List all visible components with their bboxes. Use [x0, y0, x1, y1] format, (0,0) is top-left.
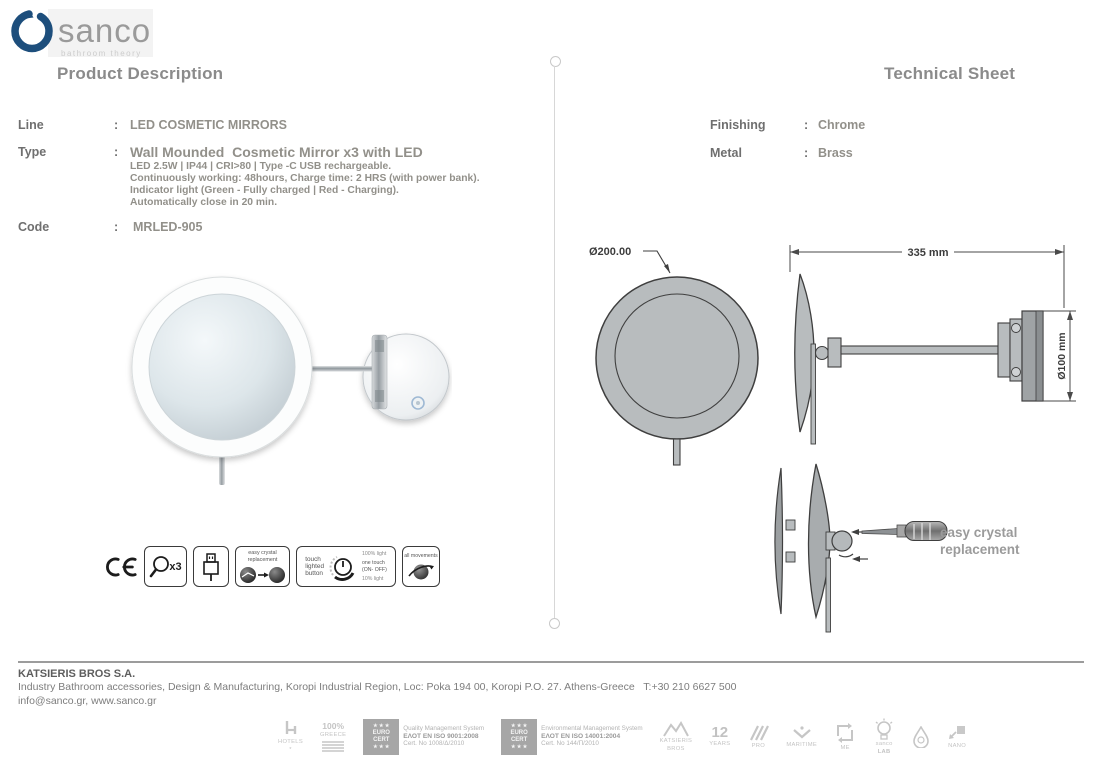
me-label: ME	[840, 744, 850, 751]
cert-iso-9001	[363, 719, 484, 755]
screwdriver-shaft	[862, 529, 898, 535]
crystal-replacement-drawing	[756, 462, 961, 652]
arm-length-label: 335 mm	[907, 247, 949, 259]
hotels-icon	[283, 720, 299, 738]
nano-icon	[947, 724, 967, 742]
droplet-icon	[912, 726, 930, 748]
power-dial-icon	[327, 551, 359, 583]
cert-sanco-lab	[873, 718, 895, 755]
eurocert-badge-icon: ★ ★ ★ EURO CERT ★ ★ ★	[363, 719, 399, 755]
lab-label2: LAB	[877, 748, 891, 755]
product-description-heading: Product Description	[57, 64, 224, 83]
magnifier-icon	[149, 555, 171, 579]
technical-sheet-heading: Technical Sheet	[884, 64, 1016, 83]
front-stem	[674, 439, 681, 465]
line-value: LED COSMETIC MIRRORS	[130, 118, 287, 132]
usb-plug-icon	[201, 552, 221, 582]
logo-tagline: bathroom theory	[61, 49, 142, 58]
plate-diameter-label: Ø100 mm	[1056, 332, 1068, 380]
replacement-note	[940, 524, 1020, 558]
logo	[10, 7, 210, 57]
type-detail-3: Indicator light (Green - Fully charged | Red - Charging).	[130, 185, 399, 196]
pro-label: PRO	[751, 742, 766, 749]
iso1-standard: ΕΛΟΤ EN ISO 9001:2008	[403, 732, 479, 740]
iso2-certno: Cert. No 144/Π/2010	[541, 740, 599, 748]
type-colon: :	[114, 145, 119, 159]
type-detail-2: Continuously working: 48hours, Charge time: 2 HRS (with power bank).	[130, 173, 480, 184]
ce-mark-icon	[104, 555, 138, 579]
metal-value: Brass	[818, 146, 853, 160]
maritime-icon	[791, 725, 813, 741]
touch-button-badge	[296, 546, 396, 587]
crystal-knob	[832, 531, 852, 551]
cert-me	[834, 722, 856, 752]
magnification-label: x3	[169, 560, 182, 573]
type-value: Wall Mounded Cosmetic Mirror x3 with LED	[130, 144, 423, 160]
years-number: 12	[711, 724, 729, 742]
front-diameter-label: Ø200.00	[589, 246, 632, 258]
easy-crystal-badge	[235, 546, 290, 587]
certifications-row	[278, 718, 967, 755]
front-inner-circle	[615, 294, 739, 418]
divider-bottom-dot	[549, 618, 560, 629]
eurocert2-cert: CERT	[510, 736, 528, 743]
touch-right-label3: (ON- OFF)	[362, 566, 387, 573]
easy-crystal-label1: easy crystal	[248, 550, 277, 556]
greece-label: GREECE	[320, 732, 347, 739]
line-colon: :	[114, 118, 119, 132]
me-arrows-icon	[834, 722, 856, 744]
touch-label1: touch	[305, 556, 321, 563]
pro-lines-icon	[747, 724, 769, 742]
easy-crystal-label2: replacement	[247, 557, 278, 563]
touch-right-label2: one touch	[362, 559, 385, 566]
nano-label: NANO	[948, 742, 967, 749]
cert-hotels: HOTELS *	[278, 720, 303, 753]
code-value: MRLED-905	[133, 220, 203, 234]
katsieris-label1: KATSIERIS	[659, 738, 693, 744]
cert-greece	[320, 721, 346, 752]
all-movements-icon	[407, 560, 435, 582]
removed-crystal	[775, 468, 783, 614]
replacement-note-line2: replacement	[940, 542, 1020, 557]
finishing-label: Finishing	[710, 118, 766, 132]
metal-label: Metal	[710, 146, 742, 160]
iso2-system: Environmental Management System	[541, 725, 643, 733]
years-label: YEARS	[709, 741, 731, 748]
cert-nano	[947, 724, 967, 750]
cert-iso-14001	[501, 719, 643, 755]
finishing-value: Chrome	[818, 118, 866, 132]
lab-bulb-icon	[873, 718, 895, 740]
code-colon: :	[114, 220, 119, 234]
footer-address: Industry Bathroom accessories, Design & Manufacturing, Koropi Industrial Region, Loc: Poka 194 00, Koropi P.O. 27. Athens-Greece T:+30 210 6627 500	[18, 681, 737, 693]
katsieris-label2: BROS	[667, 745, 685, 752]
mirror-arm	[310, 366, 376, 372]
movements-badge	[402, 546, 440, 587]
cert-eco-drop	[912, 726, 930, 748]
footer-divider	[18, 661, 1084, 663]
type-detail-1: LED 2.5W | IP44 | CRI>80 | Type -C USB rechargeable.	[130, 161, 392, 172]
maritime-label: MARITIME	[786, 741, 818, 748]
mirror-glass	[149, 294, 295, 440]
greek-flag-icon	[322, 740, 344, 752]
side-ball-joint	[816, 347, 829, 360]
greece-percent: 100%	[322, 721, 345, 732]
side-arm	[841, 346, 998, 354]
cert-katsieris	[660, 721, 693, 752]
usb-badge	[193, 546, 229, 587]
feature-badges	[104, 546, 440, 587]
replacement-note-line1: easy crystal	[940, 525, 1018, 540]
cert-pro	[747, 724, 769, 750]
side-mirror-stem	[811, 344, 816, 444]
mirror-stem	[219, 455, 225, 485]
footer-company: KATSIERIS BROS S.A.	[18, 668, 136, 680]
touch-label2: lighted	[305, 563, 325, 570]
magnification-badge	[144, 546, 187, 587]
product-photo	[122, 272, 452, 487]
line-label: Line	[18, 118, 44, 132]
eurocert2-euro: EURO	[510, 729, 528, 736]
cert-guarantee	[709, 725, 730, 748]
divider-top-dot	[550, 56, 561, 67]
mountains-icon	[662, 721, 690, 737]
footer-contacts: info@sanco.gr, www.sanco.gr	[18, 695, 157, 707]
eurocert-euro: EURO	[372, 729, 390, 736]
iso1-certno: Cert. No 1008/Δ/2010	[403, 740, 465, 748]
touch-right-label4: 10% light	[362, 575, 384, 582]
iso1-system: Quality Management System	[403, 725, 485, 733]
eurocert-cert: CERT	[373, 736, 390, 743]
sanco-drop-icon	[10, 9, 54, 53]
hotels-label: HOTELS	[278, 739, 303, 745]
metal-colon: :	[804, 146, 809, 160]
lab-label1: sanco	[875, 741, 893, 747]
side-view-drawing	[780, 236, 1085, 466]
crystal-swap-icon	[239, 565, 287, 585]
type-detail-4: Automatically close in 20 min.	[130, 197, 278, 208]
cert-maritime	[786, 725, 817, 749]
touch-right-label1: 100% light	[362, 550, 387, 557]
code-label: Code	[18, 220, 50, 234]
finishing-colon: :	[804, 118, 809, 132]
front-view-drawing	[585, 233, 775, 473]
eurocert-badge-icon-2: ★ ★ ★ EURO CERT ★ ★ ★	[501, 719, 537, 755]
touch-label3: button	[305, 570, 323, 577]
iso2-standard: ΕΛΟΤ EN ISO 14001:2004	[541, 732, 621, 740]
center-divider	[554, 66, 555, 618]
movements-label: all movements	[404, 553, 438, 559]
logo-wordmark: sanco	[58, 12, 152, 49]
type-label: Type	[18, 145, 47, 159]
